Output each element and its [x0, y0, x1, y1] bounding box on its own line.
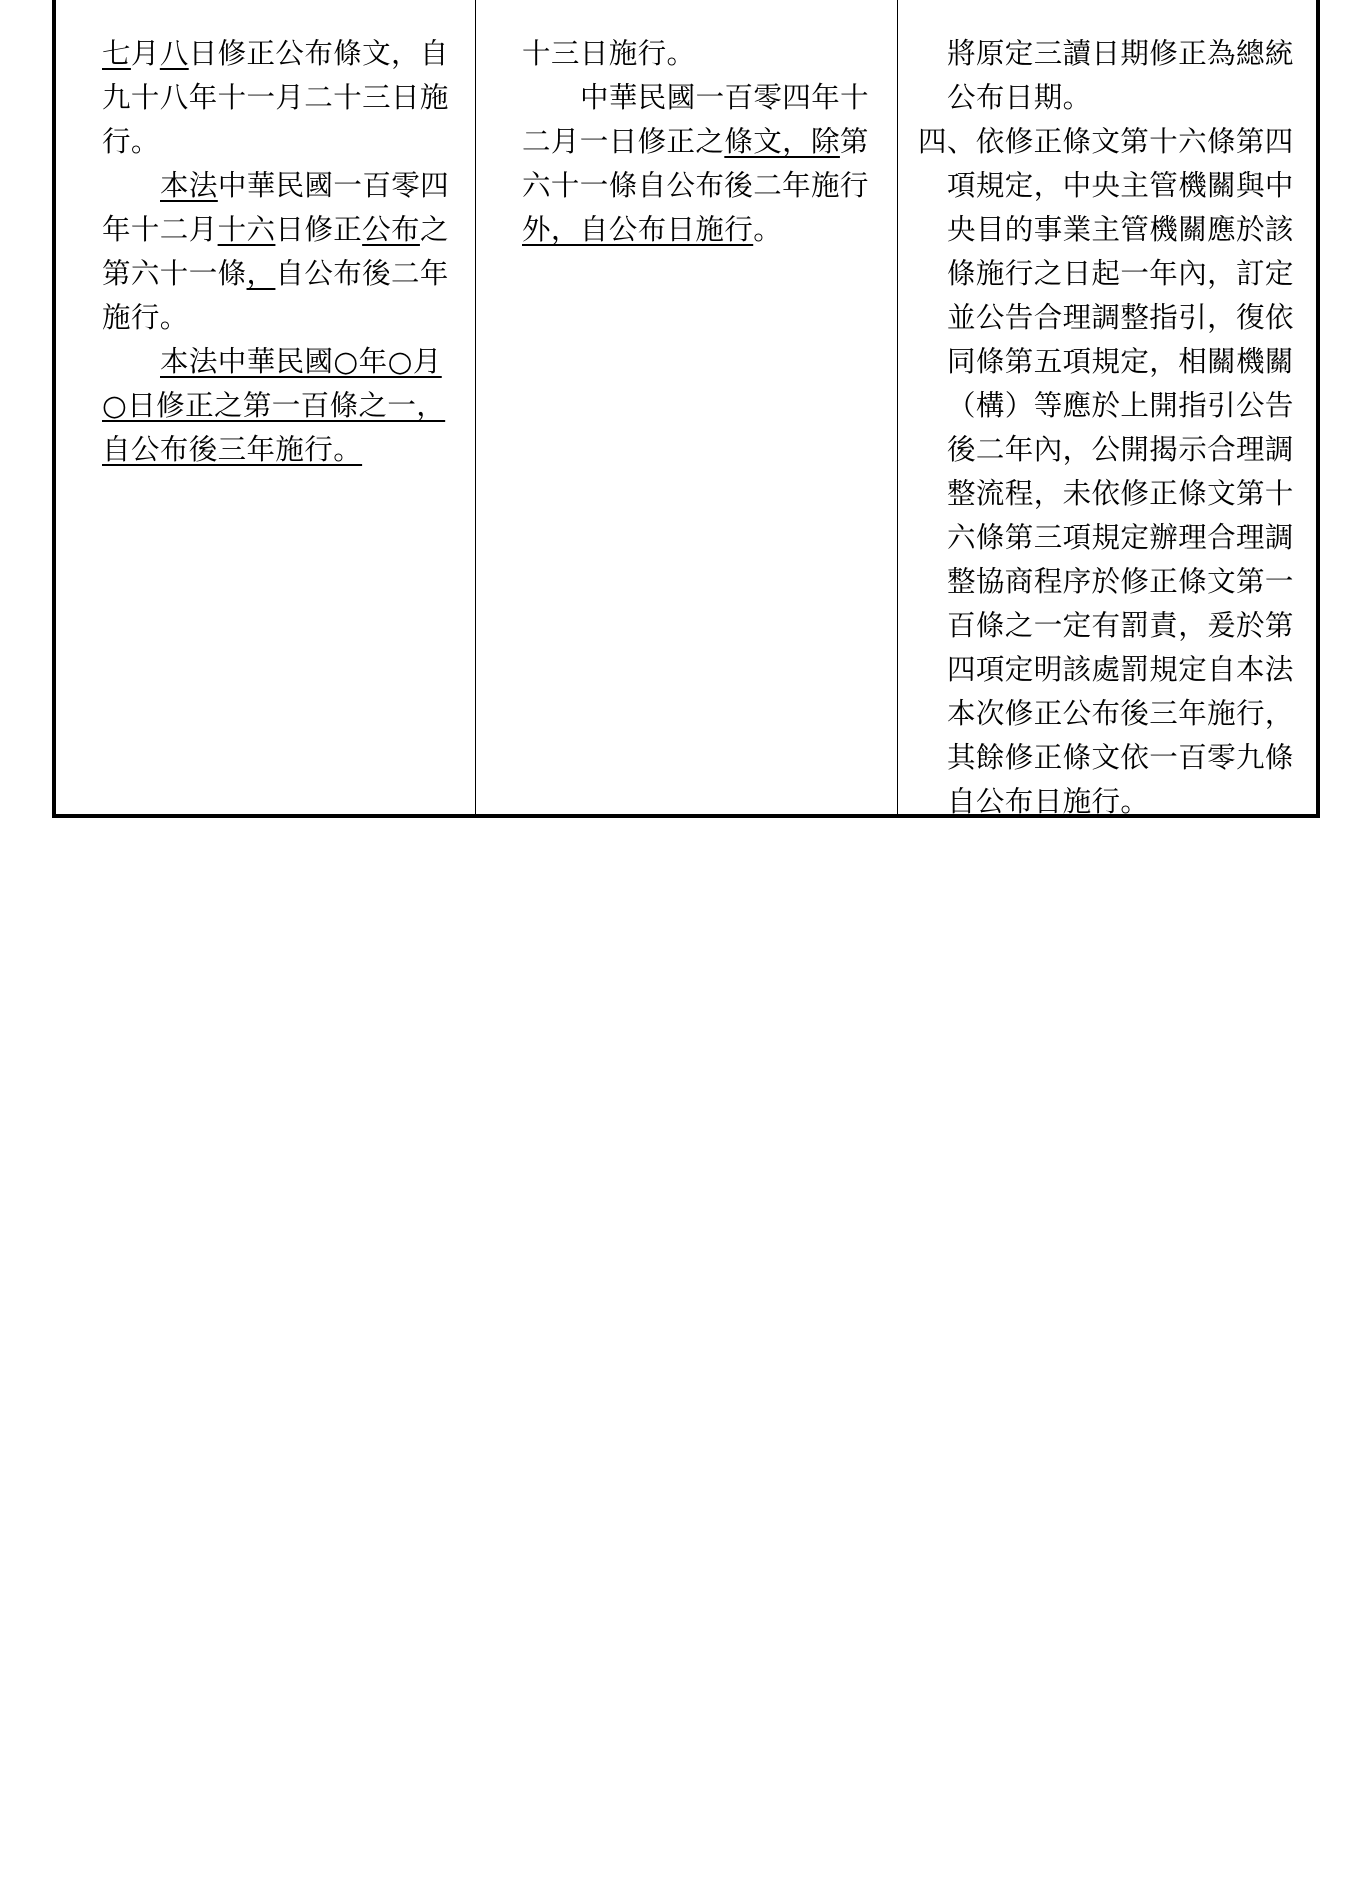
text-segment: 十三日施行。	[522, 37, 696, 70]
comparison-table	[52, 0, 1320, 818]
text-segment: 年十二月	[102, 213, 218, 246]
underlined-amendment-text: 條文，除	[724, 125, 840, 158]
text-line: 自公布日施行。	[947, 785, 1150, 818]
underlined-amendment-text: 自公布後三年施行。	[102, 433, 363, 466]
text-line	[522, 164, 869, 208]
current-text-column	[476, 0, 898, 814]
underlined-amendment-text: 八	[159, 37, 189, 70]
text-segment: 。	[753, 213, 783, 246]
text-line: 將原定三讀日期修正為總統	[947, 37, 1294, 70]
text-segment: 中華民國一百零四	[217, 169, 450, 202]
underlined-amendment-text: 十六	[217, 213, 276, 246]
text-segment: 中華民國一百零四年十	[580, 81, 870, 114]
text-line	[102, 384, 449, 428]
text-line	[102, 164, 449, 208]
text-line	[102, 340, 449, 384]
text-segment: 自公布後二年	[275, 257, 449, 290]
text-line	[102, 296, 449, 340]
underlined-amendment-text: 七	[102, 37, 131, 70]
text-line: 本次修正公布後三年施行，	[947, 697, 1294, 730]
text-segment: 月	[130, 37, 160, 70]
amended-text-cell	[102, 32, 449, 472]
underlined-amendment-text: 本法	[160, 169, 218, 202]
text-segment: 第	[839, 125, 869, 158]
text-segment: 日修正	[275, 213, 363, 246]
text-segment: 日修正公布條文，自	[188, 37, 449, 70]
text-line	[102, 32, 449, 76]
text-line: 後二年內，公開揭示合理調	[947, 433, 1294, 466]
text-segment: 之	[419, 213, 449, 246]
text-line: 百條之一定有罰責，爰於第	[947, 609, 1294, 642]
current-text-cell	[522, 32, 869, 252]
explanation-column	[898, 0, 1316, 818]
explanation-cell	[918, 32, 1294, 824]
text-line: 整協商程序於修正條文第一	[947, 565, 1294, 598]
text-line: 公布日期。	[947, 81, 1092, 114]
text-segment: 二月一日修正之	[522, 125, 725, 158]
text-line: 並公告合理調整指引，復依	[947, 301, 1294, 334]
text-segment: 第六十一條	[102, 257, 247, 290]
text-line: 項規定，中央主管機關與中	[947, 169, 1294, 202]
text-line	[522, 120, 869, 164]
text-line	[102, 208, 449, 252]
text-segment: 施行。	[102, 301, 189, 334]
amended-text-column	[56, 0, 476, 814]
underlined-amendment-text: 外，自公布日施行	[522, 213, 754, 246]
text-line: 整流程，未依修正條文第十	[947, 477, 1294, 510]
text-line	[102, 428, 449, 472]
underlined-amendment-text: 公布	[362, 213, 420, 246]
text-segment: 六十一條自公布後二年施行	[522, 169, 869, 202]
text-line: （構）等應於上開指引公告	[947, 389, 1294, 422]
text-line	[102, 120, 449, 164]
text-line: 條施行之日起一年內，訂定	[947, 257, 1294, 290]
text-segment: 行。	[102, 125, 160, 158]
text-line: 四項定明該處罰規定自本法	[947, 653, 1294, 686]
underlined-amendment-text: ○日修正之第一百條之一，	[102, 389, 446, 422]
underlined-amendment-text: ，	[246, 257, 276, 290]
text-line	[522, 208, 869, 252]
text-line: 同條第五項規定，相關機關	[947, 345, 1294, 378]
underlined-amendment-text: 本法中華民國○年○月	[160, 345, 442, 378]
text-line	[102, 252, 449, 296]
text-line	[102, 76, 449, 120]
text-line	[522, 32, 869, 76]
text-line: 其餘修正條文依一百零九條	[947, 741, 1294, 774]
text-line: 六條第三項規定辦理合理調	[947, 521, 1294, 554]
text-line: 央目的事業主管機關應於該	[947, 213, 1294, 246]
text-segment: 九十八年十一月二十三日施	[102, 81, 449, 114]
text-line: 四、依修正條文第十六條第四	[918, 125, 1294, 158]
text-line	[522, 76, 869, 120]
